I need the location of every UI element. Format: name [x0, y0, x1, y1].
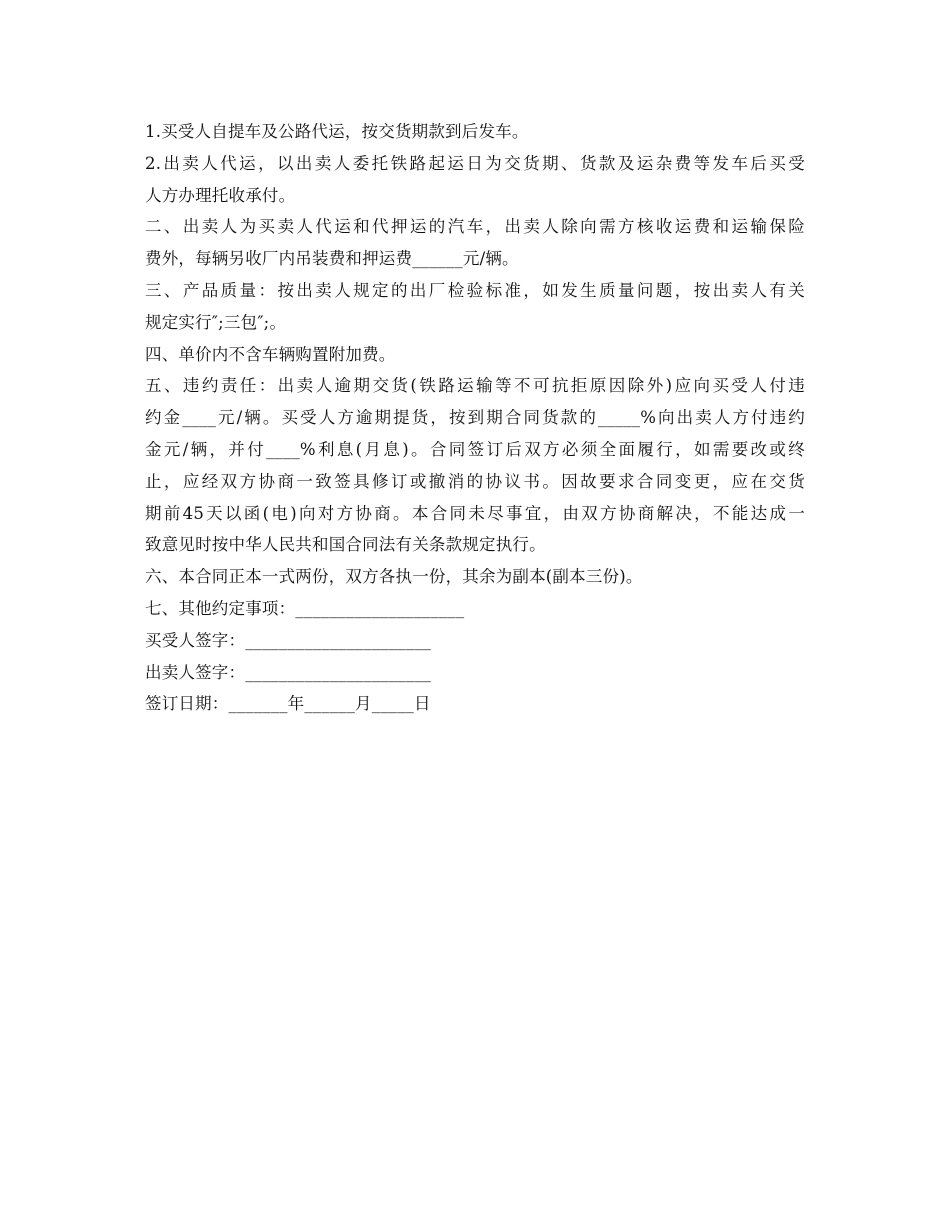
clause-1-self-pickup: 1.买受人自提车及公路代运，按交货期款到后发车。 [145, 122, 529, 141]
section-5-liability-cont-5: 致意见时按中华人民共和国合同法有关条款规定执行。 [145, 535, 546, 555]
section-4-unit-price: 四、单价内不含车辆购置附加费。 [145, 344, 396, 364]
section-5-liability-cont-4: 期前45天以函(电)向对方协商。本合同未尽事宜，由双方协商解决，不能达成一 [145, 503, 805, 523]
section-5-liability-cont-1: 约金____元/辆。买受人方逾期提货，按到期合同货款的_____%向出卖人方付违约 [145, 408, 805, 428]
section-5-liability: 五、违约责任：出卖人逾期交货(铁路运输等不可抗拒原因除外)应向买受人付违 [145, 376, 805, 396]
section-6-copies: 六、本合同正本一式两份，双方各执一份，其余为副本(副本三份)。 [145, 567, 643, 587]
clause-2-seller-shipping: 2.出卖人代运，以出卖人委托铁路起运日为交货期、货款及运杂费等发车后买受 [145, 153, 805, 173]
section-5-liability-cont-3: 止，应经双方协商一致签具修订或撤消的协议书。因故要求合同变更，应在交货 [145, 471, 805, 491]
signing-date: 签订日期：_______年______月_____日 [145, 694, 431, 714]
section-7-other-terms: 七、其他约定事项：____________________ [145, 598, 465, 618]
section-3-product-quality-cont: 规定实行″;三包″;。 [145, 312, 287, 332]
section-3-product-quality: 三、产品质量：按出卖人规定的出厂检验标准，如发生质量问题，按出卖人有关 [145, 280, 805, 300]
section-5-liability-cont-2: 金元/辆，并付____%利息(月息)。合同签订后双方必须全面履行，如需要改或终 [145, 439, 805, 459]
contract-body [145, 116, 805, 720]
seller-signature: 出卖人签字：______________________ [145, 662, 432, 682]
section-2-shipping-fee-cont: 费外，每辆另收厂内吊装费和押运费______元/辆。 [145, 249, 519, 269]
section-2-shipping-fee: 二、出卖人为买卖人代运和代押运的汽车，出卖人除向需方核收运费和运输保险 [145, 217, 805, 237]
clause-2-seller-shipping-cont: 人方办理托收承付。 [145, 185, 296, 205]
buyer-signature: 买受人签字：______________________ [145, 630, 432, 650]
